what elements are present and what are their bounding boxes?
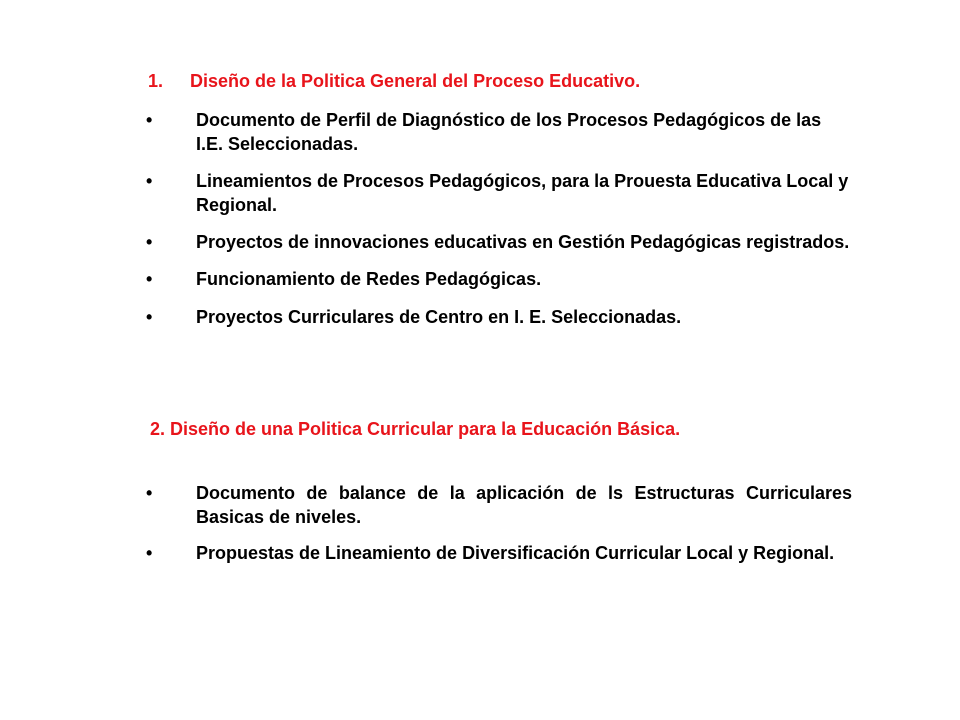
list-item-text: Documento de Perfil de Diagnóstico de los Procesos Pedagógicos de las I.E. Seleccionadas. [196,110,822,154]
list-item-text: Documento de balance de la aplicación de ls Estructuras Curriculares Basicas de niveles. [196,483,852,527]
bullet-icon: • [146,307,153,327]
list-item-text: Propuestas de Lineamiento de Diversificación Curricular Local y Regional. [196,543,835,563]
section-1-title: Diseño de la Politica General del Proceso Educativo. [190,71,641,91]
list-item [146,305,852,329]
section-1-list [146,108,852,343]
section-2-list [146,481,852,577]
section-2-heading: 2. Diseño de una Politica Curricular para la Educación Básica. [150,419,681,439]
bullet-icon: • [146,110,153,130]
list-item [146,481,852,529]
section-1-heading [148,69,640,93]
bullet-icon: • [146,171,153,191]
bullet-icon: • [146,483,153,503]
bullet-icon: • [146,543,153,563]
list-item-text: Lineamientos de Procesos Pedagógicos, para la Prouesta Educativa Local y Regional. [196,171,849,215]
list-item-text: Proyectos de innovaciones educativas en Gestión Pedagógicas registrados. [196,232,850,252]
list-item-text: Proyectos Curriculares de Centro en I. E. Seleccionadas. [196,307,682,327]
bullet-icon: • [146,232,153,252]
list-item [146,108,852,156]
list-item [146,230,852,254]
section-1-number: 1. [148,71,164,91]
list-item [146,169,852,217]
list-item [146,541,852,565]
list-item-text: Funcionamiento de Redes Pedagógicas. [196,269,542,289]
list-item [146,267,852,291]
bullet-icon: • [146,269,153,289]
